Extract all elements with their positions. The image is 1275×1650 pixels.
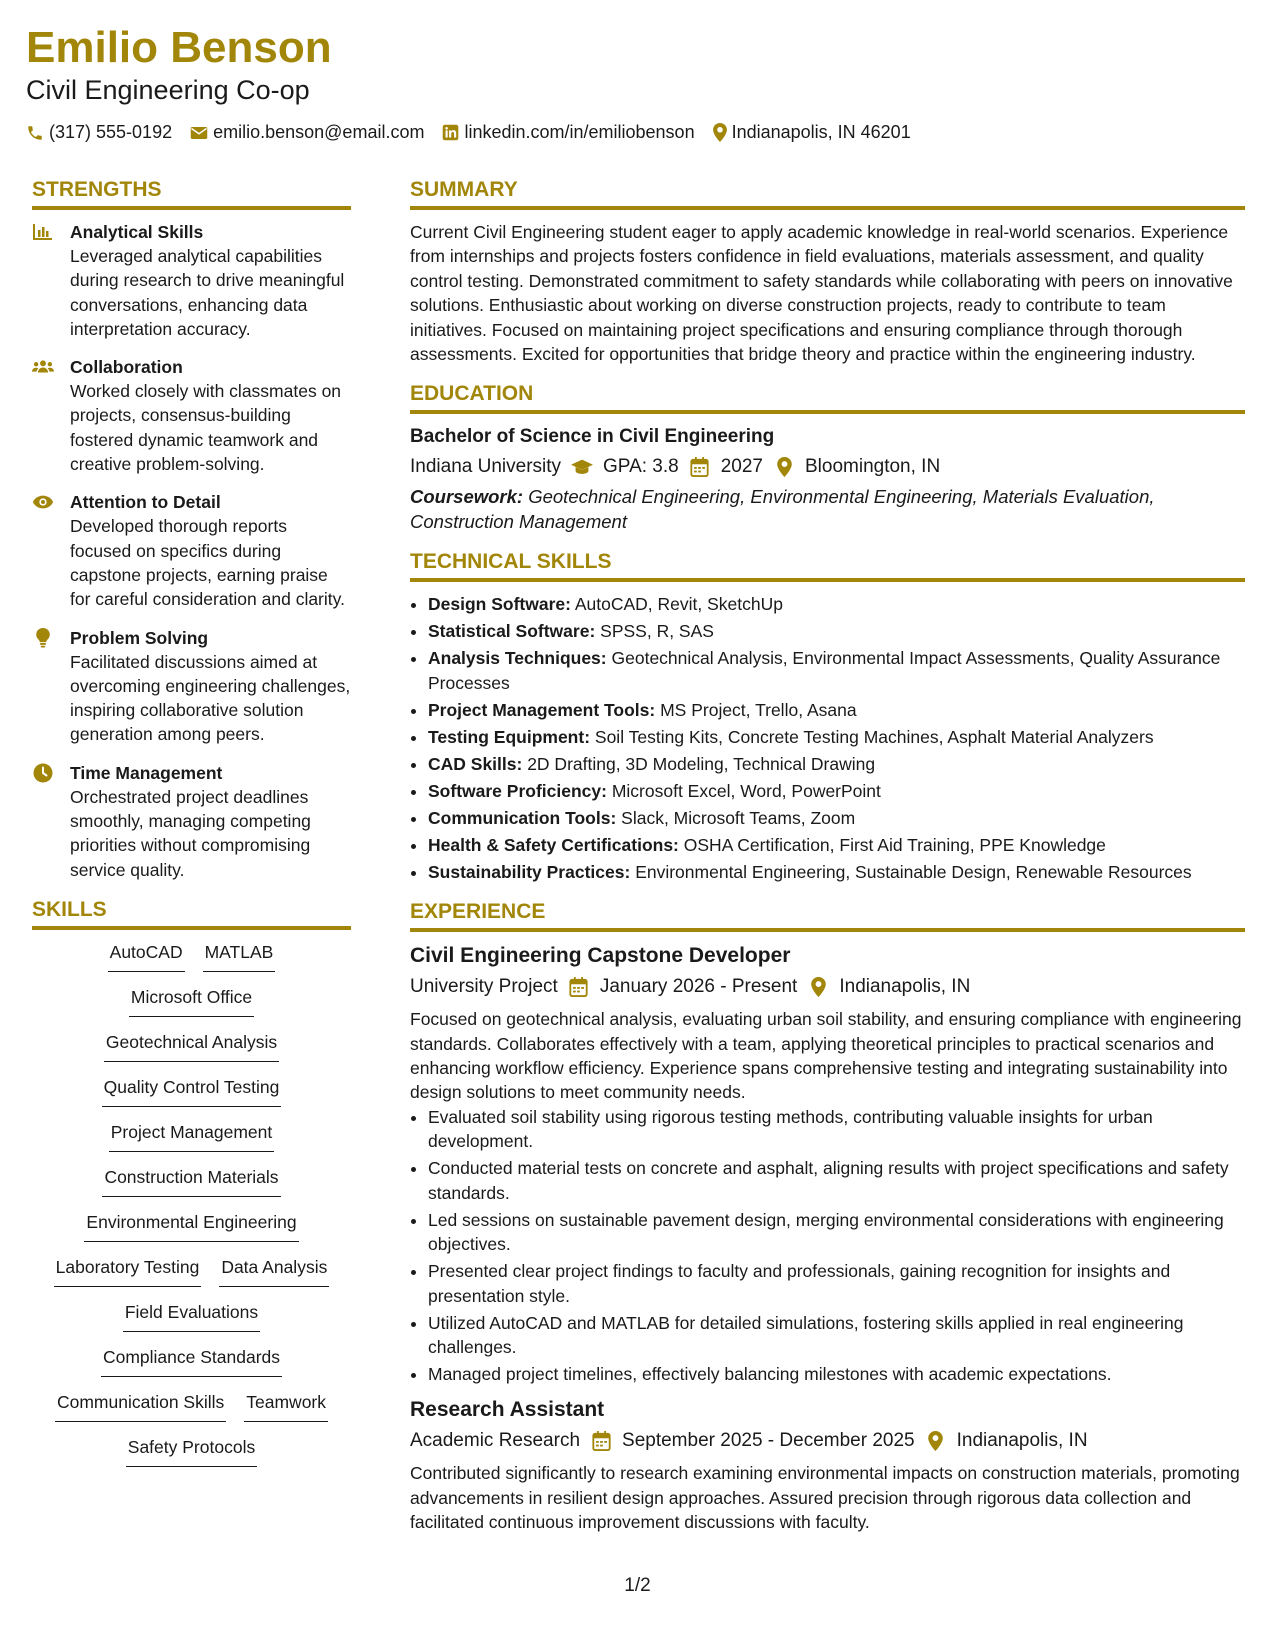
contact-phone: [26, 122, 172, 143]
clock-icon: [32, 762, 54, 784]
skill-row: [32, 1210, 351, 1242]
strength-title: Collaboration: [70, 357, 183, 378]
tech-skill-label: Sustainability Practices:: [428, 861, 631, 882]
tech-skill-value: OSHA Certification, First Aid Training, PPE Knowledge: [683, 834, 1106, 855]
job-bullet: • Conducted material tests on concrete and asphalt, aligning results with project specifications and safety standards.: [428, 1156, 1245, 1205]
job-dates: January 2026 - Present: [599, 976, 798, 998]
strength-desc: Orchestrated project deadlines smoothly, managing competing priorities without compromising service quality.: [70, 786, 311, 880]
strength-item: [32, 490, 351, 611]
tech-skill-item: [428, 752, 1245, 776]
phone-icon: [26, 124, 44, 142]
skill-tag: Environmental Engineering: [84, 1210, 298, 1242]
skill-row: [32, 1030, 351, 1062]
skill-row: [32, 1120, 351, 1152]
degree-title: Bachelor of Science in Civil Engineering: [410, 426, 775, 448]
tech-skill-item: [428, 646, 1245, 695]
strength-title: Attention to Detail: [70, 492, 221, 513]
tech-skill-label: Project Management Tools:: [428, 699, 656, 720]
tech-skill-item: [428, 806, 1245, 830]
skill-tag: Field Evaluations: [123, 1300, 260, 1332]
strength-item: [32, 355, 351, 476]
skill-row: [32, 940, 351, 972]
location-text: Indianapolis, IN 46201: [731, 122, 911, 142]
strength-desc: Developed thorough reports focused on specifics during capstone projects, earning praise for careful consideration and clarity.: [70, 516, 345, 610]
skill-tag: Safety Protocols: [126, 1435, 257, 1467]
contact-bar: [26, 122, 911, 143]
tech-skill-value: 2D Drafting, 3D Modeling, Technical Drawing: [527, 753, 876, 774]
education-section: [410, 380, 1245, 534]
job-entry: [410, 1396, 1245, 1534]
tech-skill-item: [428, 860, 1245, 884]
skill-row: [32, 1165, 351, 1197]
coursework: [410, 485, 1245, 534]
job-location: Indianapolis, IN: [956, 1430, 1088, 1452]
job-org: University Project: [410, 976, 558, 998]
strength-desc: Leveraged analytical capabilities during research to drive meaningful conversations, enhancing data interpretation accuracy.: [70, 246, 345, 339]
tech-skill-label: Design Software:: [428, 594, 571, 615]
phone-text[interactable]: (317) 555-0192: [49, 122, 173, 142]
users-icon: [32, 356, 54, 378]
summary-heading: SUMMARY: [410, 176, 1245, 210]
calendar-icon: [689, 456, 711, 478]
job-org: Academic Research: [410, 1430, 581, 1452]
coursework-label: Coursework:: [410, 486, 524, 508]
eye-icon: [32, 491, 54, 513]
tech-skill-label: Analysis Techniques:: [428, 648, 607, 669]
coursework-list: Geotechnical Engineering, Environmental Engineering, Materials Evaluation, Construction Management: [410, 486, 1155, 532]
job-dates: September 2025 - December 2025: [622, 1430, 915, 1452]
tech-skill-value: MS Project, Trello, Asana: [660, 699, 857, 720]
tech-skill-label: Testing Equipment:: [428, 726, 591, 747]
technical-skills-heading: TECHNICAL SKILLS: [410, 548, 1245, 582]
skill-tag: Geotechnical Analysis: [104, 1030, 279, 1062]
tech-skill-value: AutoCAD, Revit, SketchUp: [574, 594, 783, 615]
calendar-icon: [590, 1430, 612, 1452]
strength-desc: Facilitated discussions aimed at overcoming engineering challenges, inspiring collaborative solution generation among peers.: [70, 651, 351, 745]
job-meta: [410, 973, 1245, 1001]
contact-linkedin: [442, 122, 694, 143]
job-description: Focused on geotechnical analysis, evaluating urban soil stability, and ensuring compliance with engineering standards. Collaborates effectively with a team, applying theoretical principles to practical scenarios and enhancing workflow efficiency. Experience spans comprehensive testing and integrating sustainability into design solutions to meet community needs.: [410, 1009, 1242, 1103]
left-column: [32, 176, 351, 1467]
experience-section: [410, 898, 1245, 1534]
tech-skill-value: Geotechnical Analysis, Environmental Impact Assessments, Quality Assurance Processes: [428, 648, 1221, 693]
lightbulb-icon: [32, 627, 54, 649]
skill-row: [32, 1435, 351, 1467]
map-pin-icon: [807, 976, 829, 998]
strength-item: [32, 761, 351, 882]
tech-skill-label: CAD Skills:: [428, 753, 523, 774]
skills-list: [32, 940, 351, 1467]
skill-tag: Microsoft Office: [129, 985, 254, 1017]
skill-row: [32, 1075, 351, 1107]
job-bullet: • Utilized AutoCAD and MATLAB for detailed simulations, fostering skills applied in real engineering challenges.: [428, 1311, 1245, 1360]
skill-tag: Data Analysis: [219, 1255, 329, 1287]
page-number: 1/2: [624, 1575, 651, 1596]
linkedin-text[interactable]: linkedin.com/in/emiliobenson: [464, 122, 695, 142]
skill-tag: Communication Skills: [55, 1390, 226, 1422]
technical-skills-list: [410, 592, 1245, 884]
calendar-icon: [568, 976, 590, 998]
skill-tag: AutoCAD: [108, 940, 185, 972]
skill-row: [32, 1390, 351, 1422]
job-entry: [410, 942, 1245, 1386]
skill-tag: MATLAB: [203, 940, 276, 972]
skill-tag: Quality Control Testing: [102, 1075, 282, 1107]
tech-skill-value: Environmental Engineering, Sustainable Design, Renewable Resources: [635, 861, 1192, 882]
tech-skill-label: Communication Tools:: [428, 807, 617, 828]
skill-row: [32, 1345, 351, 1377]
skill-tag: Compliance Standards: [101, 1345, 282, 1377]
tech-skill-item: [428, 698, 1245, 722]
graduation-year: 2027: [720, 456, 763, 478]
right-column: [410, 176, 1245, 1549]
job-location: Indianapolis, IN: [839, 976, 971, 998]
job-bullet: • Presented clear project findings to faculty and professionals, gaining recognition for insights and presentation style.: [428, 1259, 1245, 1308]
graduation-cap-icon: [571, 456, 593, 478]
map-pin-icon: [713, 123, 727, 142]
tech-skill-item: [428, 619, 1245, 643]
contact-location: [713, 122, 911, 143]
strength-title: Time Management: [70, 762, 223, 783]
job-title: Civil Engineering Capstone Developer: [410, 944, 791, 968]
summary-text: Current Civil Engineering student eager to apply academic knowledge in real-world scenarios. Experience from internships and projects fosters confidence in field evaluations, materials assessment, and quality control testing. Demonstrated commitment to safety standards while collaborating with peers on innovative solutions. Enthusiastic about working on diverse construction projects, ready to contribute to team initiatives. Focused on maintaining project specifications and ensuring compliance through thorough assessments. Excited for opportunities that bridge theory and practice within the engineering industry.: [410, 222, 1233, 365]
education-meta: [410, 453, 1245, 481]
contact-email: [190, 122, 424, 143]
tech-skill-item: [428, 592, 1245, 616]
tech-skill-item: [428, 833, 1245, 857]
email-text[interactable]: emilio.benson@email.com: [213, 122, 425, 142]
strength-item: [32, 220, 351, 341]
job-meta: [410, 1427, 1245, 1455]
strength-title: Analytical Skills: [70, 222, 204, 242]
skill-tag: Project Management: [109, 1120, 274, 1152]
strength-desc: Worked closely with classmates on projects, consensus-building fostered dynamic teamwork and creative problem-solving.: [70, 381, 342, 475]
skill-tag: Teamwork: [244, 1390, 328, 1422]
school-name: Indiana University: [410, 456, 562, 478]
candidate-role: Civil Engineering Co-op: [26, 75, 310, 105]
summary-section: [410, 176, 1245, 366]
tech-skill-value: Slack, Microsoft Teams, Zoom: [621, 807, 856, 828]
skills-heading: SKILLS: [32, 896, 351, 930]
candidate-name: Emilio Benson: [26, 23, 332, 72]
map-pin-icon: [925, 1430, 947, 1452]
job-bullet: • Evaluated soil stability using rigorous testing methods, contributing valuable insights for urban development.: [428, 1105, 1245, 1154]
strength-item: [32, 626, 351, 747]
tech-skill-value: Microsoft Excel, Word, PowerPoint: [611, 780, 881, 801]
job-description: Contributed significantly to research examining environmental impacts on construction materials, promoting advancements in resilient design approaches. Assured precision through rigorous data collection and facilitated continuous improvement discussions with faculty.: [410, 1463, 1240, 1533]
job-bullets: [410, 1105, 1245, 1386]
skill-row: [32, 985, 351, 1017]
skill-tag: Laboratory Testing: [54, 1255, 202, 1287]
school-location: Bloomington, IN: [805, 456, 941, 478]
bar-chart-icon: [32, 221, 54, 243]
job-bullet: • Managed project timelines, effectively balancing milestones with academic expectations.: [428, 1362, 1245, 1386]
tech-skill-label: Statistical Software:: [428, 621, 596, 642]
tech-skill-label: Software Proficiency:: [428, 780, 607, 801]
tech-skill-item: [428, 725, 1245, 749]
job-bullet: • Led sessions on sustainable pavement design, merging environmental considerations with engineering objectives.: [428, 1208, 1245, 1257]
envelope-icon: [190, 125, 208, 141]
linkedin-icon: [442, 124, 459, 141]
skill-row: [32, 1300, 351, 1332]
tech-skill-value: Soil Testing Kits, Concrete Testing Machines, Asphalt Material Analyzers: [594, 726, 1154, 747]
strengths-heading: STRENGTHS: [32, 176, 351, 210]
resume-header: [26, 22, 911, 143]
job-title: Research Assistant: [410, 1398, 605, 1422]
tech-skill-label: Health & Safety Certifications:: [428, 834, 679, 855]
map-pin-icon: [773, 456, 795, 478]
education-heading: EDUCATION: [410, 380, 1245, 414]
gpa: GPA: 3.8: [603, 456, 679, 478]
strength-title: Problem Solving: [70, 627, 209, 648]
tech-skill-value: SPSS, R, SAS: [600, 621, 714, 642]
tech-skill-item: [428, 779, 1245, 803]
technical-skills-section: [410, 548, 1245, 884]
skill-tag: Construction Materials: [102, 1165, 280, 1197]
skill-row: [32, 1255, 351, 1287]
experience-heading: EXPERIENCE: [410, 898, 1245, 932]
